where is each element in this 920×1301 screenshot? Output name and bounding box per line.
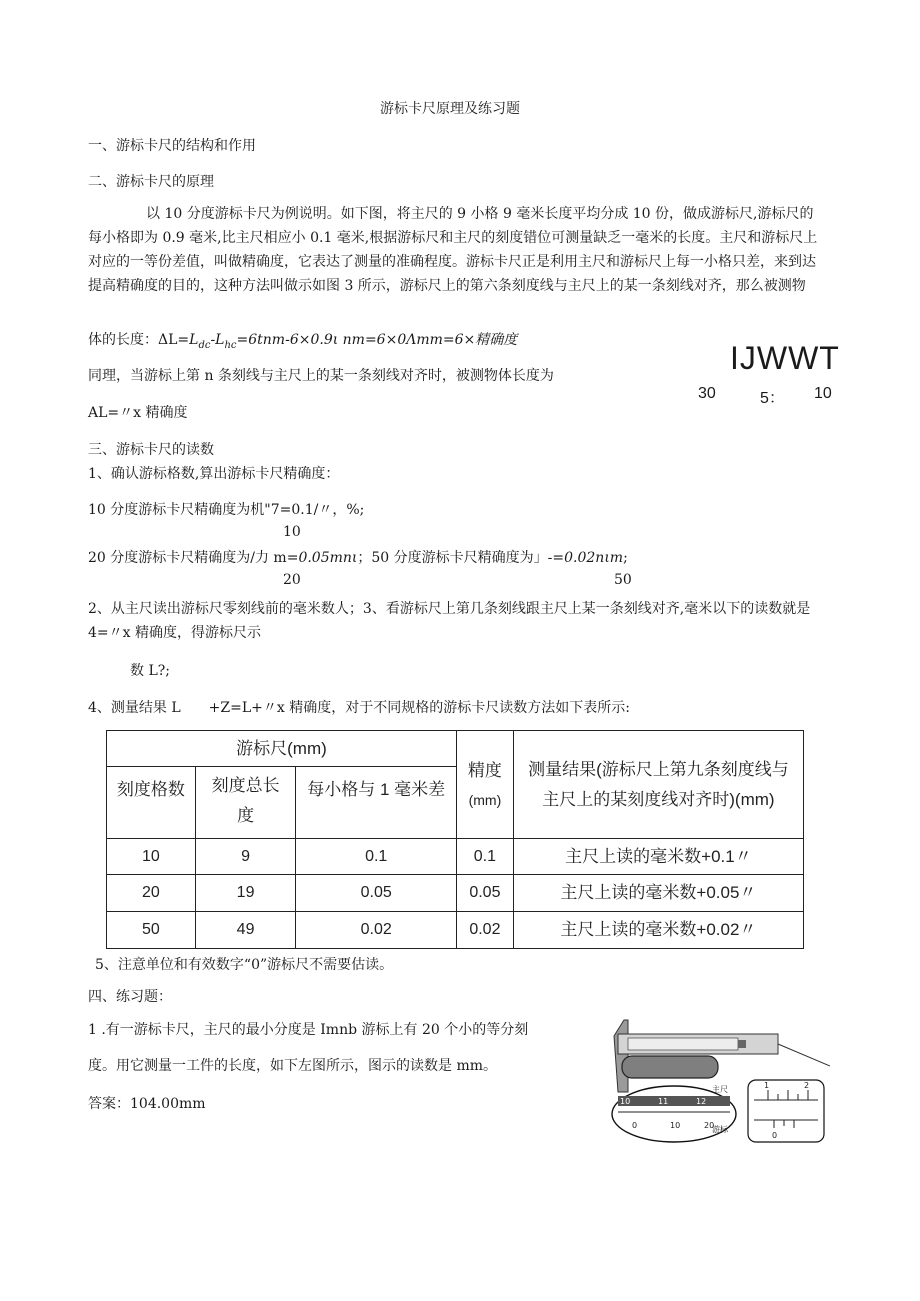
- detail-tick-1: 1: [764, 1081, 770, 1090]
- cell-total: 49: [195, 912, 296, 949]
- cell-total: 9: [195, 839, 296, 875]
- header-precision-cell: [456, 731, 513, 839]
- reading-step-4: 4、测量结果 L +Z=L+〃x 精确度，对于不同规格的游标卡尺读数方法如下表所示:: [88, 700, 630, 716]
- cell-precision: 0.05: [456, 875, 513, 912]
- section-2-heading: 二、游标卡尺的原理: [88, 174, 214, 190]
- formula-prefix: 体的长度：ΔL=: [88, 332, 190, 348]
- caliper-photo: [608, 1016, 830, 1146]
- section-4-heading: 四、练习题：: [88, 989, 172, 1005]
- reading-step-1: 1、确认游标格数,算出游标卡尺精确度：: [88, 466, 340, 482]
- same-reason-line: 同理，当游标上第 n 条刻线与主尺上的某一条刻线对齐时，被测物体长度为: [88, 368, 554, 384]
- cell-precision: 0.02: [456, 912, 513, 949]
- table-row: [107, 875, 804, 912]
- cell-total: 19: [195, 875, 296, 912]
- side-number-30: 30: [698, 385, 716, 402]
- header-precision-unit: (mm): [468, 791, 502, 808]
- cell-count: 50: [107, 912, 196, 949]
- header-vernier: 游标尺(mm): [107, 731, 457, 767]
- header-diff: 每小格与 1 毫米差: [296, 767, 457, 839]
- header-count: 刻度格数: [107, 767, 196, 839]
- cell-diff: 0.02: [296, 912, 457, 949]
- tick-12: 12: [696, 1097, 707, 1106]
- vernier-spec-table: [106, 730, 804, 949]
- reading-steps-2-3: 2、从主尺读出游标尺零刻线前的毫米数人；3、看游标尺上第几条刻线跟主尺上某一条刻线对齐,毫米以下的读数就是 4=〃x 精确度，得游标尺示: [88, 601, 811, 641]
- exercise-1-line-2: 度。用它测量一工件的长度，如下左图所示，图示的读数是 mm。: [88, 1058, 497, 1074]
- note-5: 5、注意单位和有效数字“0”游标尺不需要估读。: [95, 957, 394, 973]
- header-result-line-2: 主尺上的某刻度线对齐时)(mm): [542, 789, 775, 809]
- length-formula: AL=〃x 精确度: [88, 405, 188, 421]
- vernier-tick-10: 10: [670, 1121, 681, 1130]
- exercise-1-line-1: 1 .有一游标卡尺，主尺的最小分度是 Imnb 游标上有 20 个小的等分刻: [88, 1022, 529, 1038]
- header-result-line-1: 测量结果(游标尺上第九条刻度线与: [528, 759, 789, 779]
- side-number-5: 5：: [760, 390, 785, 407]
- header-total-cell: [195, 767, 296, 839]
- formula-l: L: [189, 332, 199, 348]
- cell-count: 20: [107, 875, 196, 912]
- precision-50-text: ；50 分度游标卡尺精确度为」-=: [357, 550, 565, 566]
- precision-10-denominator: 10: [283, 524, 301, 540]
- precision-50-denominator: 50: [614, 572, 632, 588]
- formula-line: [88, 331, 517, 355]
- side-figure-numbers: [698, 385, 838, 405]
- cell-diff: 0.05: [296, 875, 457, 912]
- tick-11: 11: [658, 1097, 669, 1106]
- cell-result: 主尺上读的毫米数+0.02〃: [513, 912, 803, 949]
- precision-end: ;: [623, 550, 628, 566]
- cell-result: 主尺上读的毫米数+0.05〃: [513, 875, 803, 912]
- cell-precision: 0.1: [456, 839, 513, 875]
- table-row: [107, 912, 804, 949]
- precision-50-value: 0.02nιm: [564, 550, 624, 566]
- header-total-line-2: 度: [237, 806, 255, 825]
- precision-20-50: [88, 549, 628, 567]
- label-main-scale: 主尺: [712, 1085, 728, 1094]
- cell-diff: 0.1: [296, 839, 457, 875]
- header-result-cell: [513, 731, 803, 839]
- vernier-tick-0: 0: [632, 1121, 638, 1130]
- precision-10: 10 分度游标卡尺精确度为机"7=0.1/〃，%;: [88, 502, 365, 518]
- section-3-heading: 三、游标卡尺的读数: [88, 442, 214, 458]
- exercise-1-answer: 答案：104.00mm: [88, 1096, 206, 1112]
- formula-sub-dc: dc: [198, 339, 211, 351]
- formula-sub-hc: hc: [224, 339, 237, 351]
- tick-10: 10: [620, 1097, 631, 1106]
- reading-value-l: 数 L?;: [130, 663, 170, 679]
- principle-paragraph: 以 10 分度游标卡尺为例说明。如下图，将主尺的 9 小格 9 毫米长度平均分成 10 份，做成游标尺,游标尺的每小格即为 0.9 毫米,比主尺相应小 0.1 毫米,根据游标尺和主尺的刻度错位可测量缺乏一毫米的长度。主尺和游标尺上对应的一等份差值，叫做精确度，它表达了测量的准确程度。游标卡尺正是利用主尺和游标尺上每一小格只差，来到达提高精确度的目的，这种方法叫做示如图 3 所示，游标尺上的第六条刻度线与主尺上的某一条刻线对齐，那么被测物: [88, 206, 818, 294]
- section-1-heading: 一、游标卡尺的结构和作用: [88, 138, 256, 154]
- header-total-line-1: 刻度总长: [211, 776, 280, 795]
- table-row: [107, 839, 804, 875]
- page-title: 游标卡尺原理及练习题: [380, 101, 520, 117]
- label-vernier: 游标: [712, 1125, 728, 1134]
- vernier-tick-20: 20: [704, 1121, 715, 1130]
- cell-count: 10: [107, 839, 196, 875]
- detail-tick-2: 2: [804, 1081, 810, 1090]
- detail-tick-0: 0: [772, 1131, 778, 1140]
- formula-rest: =6tnm-6×0.9ι nm=6×0Λmm=6×精确度: [236, 332, 518, 348]
- header-precision: 精度: [467, 760, 502, 780]
- side-number-10: 10: [814, 385, 832, 402]
- precision-20-denominator: 20: [283, 572, 301, 588]
- cell-result: 主尺上读的毫米数+0.1〃: [513, 839, 803, 875]
- formula-minus: -L: [210, 332, 225, 348]
- precision-20-text: 20 分度游标卡尺精确度为/力 m=: [88, 550, 299, 566]
- side-figure-text: IJWWT: [730, 340, 840, 376]
- precision-20-value: 0.05mnι: [298, 550, 358, 566]
